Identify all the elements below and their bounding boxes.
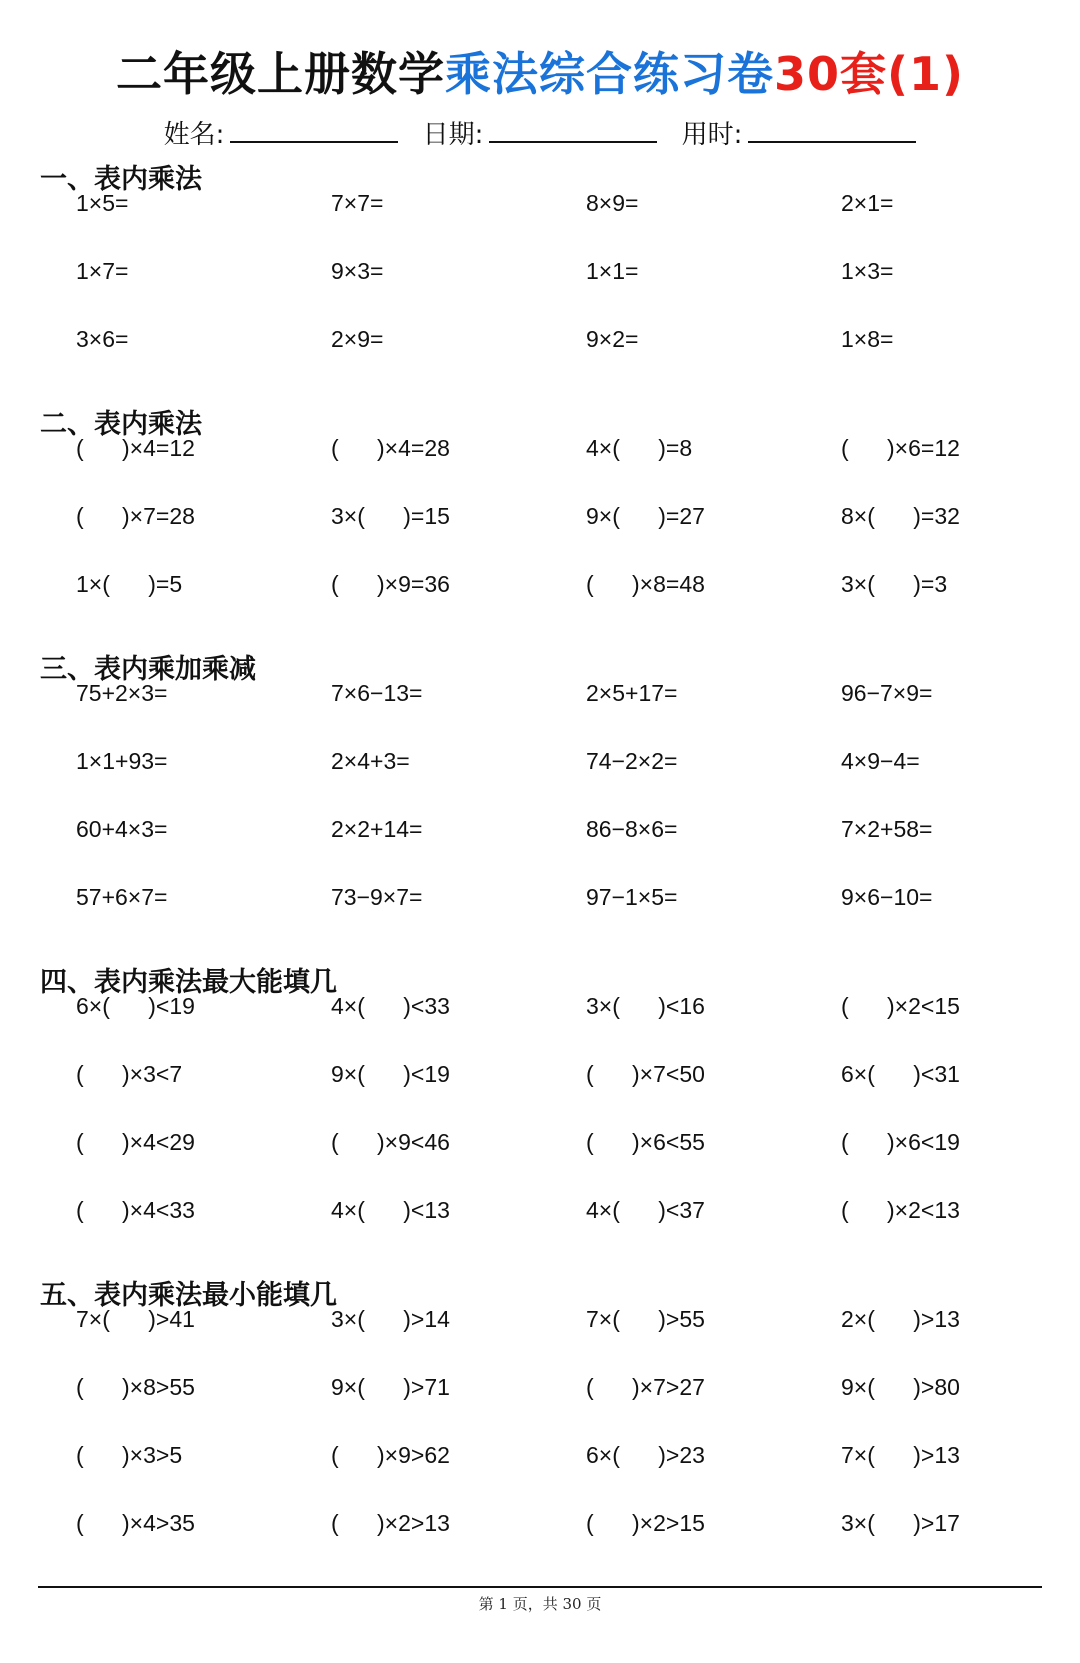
problem: 4×9−4= — [841, 748, 920, 774]
time-blank[interactable] — [748, 115, 916, 143]
problem: 96−7×9= — [841, 680, 933, 706]
problem: 4×( )<13 — [331, 1197, 450, 1223]
problem: 7×7= — [331, 190, 384, 216]
problem: 74−2×2= — [586, 748, 678, 774]
problem: ( )×9=36 — [331, 571, 450, 597]
title-set: 30套(1) — [773, 47, 965, 101]
problem: ( )×4>35 — [76, 1510, 195, 1536]
problem: ( )×2>13 — [331, 1510, 450, 1536]
problem: 9×( )>80 — [841, 1374, 960, 1400]
section-title: 一、表内乘法 — [40, 164, 202, 195]
problem: 6×( )<31 — [841, 1061, 960, 1087]
problem: ( )×3<7 — [76, 1061, 183, 1087]
name-blank[interactable] — [230, 115, 398, 143]
section-title: 三、表内乘加乘减 — [40, 654, 256, 685]
title-topic: 乘法综合练习卷 — [444, 47, 774, 101]
problem: ( )×7=28 — [76, 503, 195, 529]
problem: 1×1= — [586, 258, 639, 284]
page-title — [0, 38, 1080, 104]
problem: ( )×4=28 — [331, 435, 450, 461]
problem: 1×( )=5 — [76, 571, 183, 597]
problem: ( )×3>5 — [76, 1442, 183, 1468]
problem: ( )×4<33 — [76, 1197, 195, 1223]
problem: ( )×8>55 — [76, 1374, 195, 1400]
section-title: 五、表内乘法最小能填几 — [40, 1280, 337, 1311]
problem: 3×( )>17 — [841, 1510, 960, 1536]
problem: 2×5+17= — [586, 680, 678, 706]
problem: 6×( )<19 — [76, 993, 195, 1019]
date-blank[interactable] — [489, 115, 657, 143]
time-label: 用时: — [681, 120, 743, 150]
problem: ( )×9>62 — [331, 1442, 450, 1468]
problem: 97−1×5= — [586, 884, 678, 910]
problem: 3×6= — [76, 326, 129, 352]
problem: 1×1+93= — [76, 748, 168, 774]
section-title: 二、表内乘法 — [40, 409, 202, 440]
problem: 2×( )>13 — [841, 1306, 960, 1332]
problem: 4×( )<33 — [331, 993, 450, 1019]
problem: 7×( )>13 — [841, 1442, 960, 1468]
problem: ( )×7>27 — [586, 1374, 705, 1400]
problem: ( )×6=12 — [841, 435, 960, 461]
problem: 4×( )=8 — [586, 435, 693, 461]
problem: 7×( )>55 — [586, 1306, 705, 1332]
problem: 2×2+14= — [331, 816, 423, 842]
date-label: 日期: — [422, 120, 484, 150]
problem: 9×2= — [586, 326, 639, 352]
problem: 86−8×6= — [586, 816, 678, 842]
problem: 3×( )=15 — [331, 503, 450, 529]
problem: 9×6−10= — [841, 884, 933, 910]
problem: ( )×2<15 — [841, 993, 960, 1019]
problem: 1×7= — [76, 258, 129, 284]
footer-divider — [38, 1586, 1042, 1588]
problem: 75+2×3= — [76, 680, 168, 706]
problem: ( )×6<19 — [841, 1129, 960, 1155]
problem: 2×4+3= — [331, 748, 410, 774]
title-grade: 二年级上册数学 — [115, 47, 445, 101]
problem: 6×( )>23 — [586, 1442, 705, 1468]
problem: ( )×2>15 — [586, 1510, 705, 1536]
problem: 2×1= — [841, 190, 894, 216]
student-info-row — [0, 114, 1080, 151]
problem: ( )×2<13 — [841, 1197, 960, 1223]
problem: 9×( )>71 — [331, 1374, 450, 1400]
section-title: 四、表内乘法最大能填几 — [40, 967, 337, 998]
problem: 9×3= — [331, 258, 384, 284]
problem: 9×( )<19 — [331, 1061, 450, 1087]
problem: ( )×4<29 — [76, 1129, 195, 1155]
problem: ( )×9<46 — [331, 1129, 450, 1155]
problem: ( )×8=48 — [586, 571, 705, 597]
problem: ( )×4=12 — [76, 435, 195, 461]
problem: ( )×6<55 — [586, 1129, 705, 1155]
problem: 3×( )>14 — [331, 1306, 450, 1332]
problem: 8×( )=32 — [841, 503, 960, 529]
problem: 60+4×3= — [76, 816, 168, 842]
problem: 3×( )=3 — [841, 571, 948, 597]
problem: ( )×7<50 — [586, 1061, 705, 1087]
problem: 8×9= — [586, 190, 639, 216]
problem: 1×8= — [841, 326, 894, 352]
problem: 7×( )>41 — [76, 1306, 195, 1332]
problem: 7×6−13= — [331, 680, 423, 706]
problem: 1×5= — [76, 190, 129, 216]
name-label: 姓名: — [163, 120, 225, 150]
problem: 2×9= — [331, 326, 384, 352]
problem: 73−9×7= — [331, 884, 423, 910]
problem: 9×( )=27 — [586, 503, 705, 529]
problem: 4×( )<37 — [586, 1197, 705, 1223]
problem: 7×2+58= — [841, 816, 933, 842]
problem: 57+6×7= — [76, 884, 168, 910]
page-number: 第 1 页，共 30 页 — [478, 1595, 602, 1613]
problem: 1×3= — [841, 258, 894, 284]
problem: 3×( )<16 — [586, 993, 705, 1019]
